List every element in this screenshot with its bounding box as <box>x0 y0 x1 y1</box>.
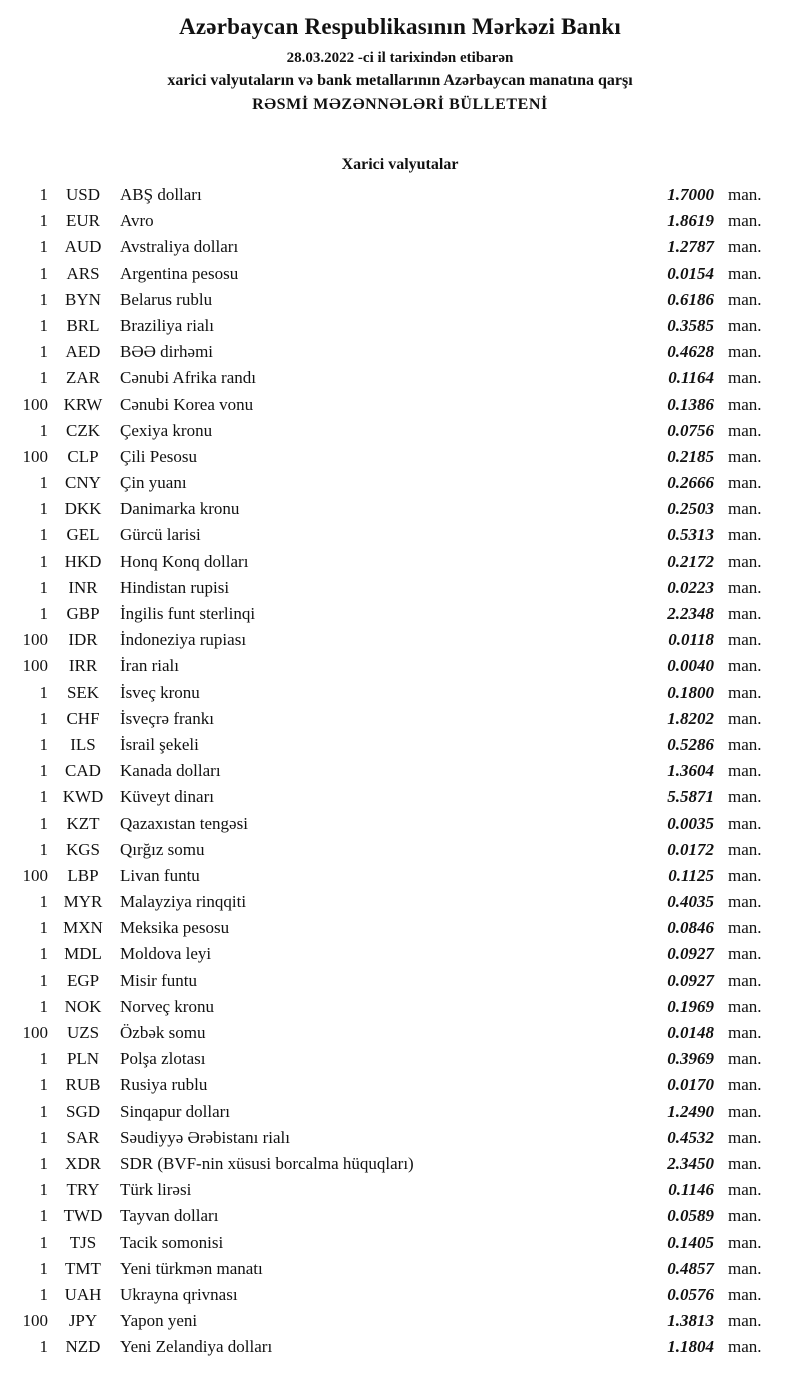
rate-row <box>14 758 800 784</box>
quantity: 1 <box>39 473 48 493</box>
currency-name: Türk lirəsi <box>120 1180 192 1200</box>
rate-row <box>14 837 800 863</box>
currency-code: MXN <box>63 918 103 938</box>
section-title-foreign-currencies: Xarici valyutalar <box>341 156 459 173</box>
rate-value: 0.0118 <box>668 630 714 650</box>
rate-row <box>14 1256 800 1282</box>
rate-row <box>14 627 800 653</box>
unit-label: man. <box>728 368 762 388</box>
currency-name: Çexiya kronu <box>120 420 213 440</box>
unit-label: man. <box>728 682 762 702</box>
unit-label: man. <box>728 1284 762 1304</box>
quantity: 100 <box>22 446 48 466</box>
rate-row <box>14 208 800 234</box>
currency-code: USD <box>65 185 100 204</box>
currency-name: Rusiya rublu <box>120 1075 208 1095</box>
rate-value: 2.3450 <box>667 1153 714 1173</box>
currency-name: İngilis funt sterlinqi <box>120 604 256 623</box>
unit-label: man. <box>728 892 762 912</box>
currency-code: GBP <box>66 604 100 623</box>
rate-value: 0.6186 <box>667 289 714 309</box>
quantity: 1 <box>39 185 48 204</box>
rate-row <box>14 182 800 208</box>
currency-name: Tayvan dolları <box>120 1206 219 1226</box>
rate-value: 0.2666 <box>667 473 714 493</box>
currency-name: Hindistan rupisi <box>120 577 230 597</box>
rate-row <box>14 994 800 1020</box>
currency-code: GEL <box>66 525 100 545</box>
rate-row <box>14 1177 800 1203</box>
rate-row <box>14 1099 800 1125</box>
currency-code: KRW <box>63 394 103 414</box>
quantity: 100 <box>22 865 48 885</box>
rate-value: 0.0927 <box>667 944 714 964</box>
rate-value: 0.1800 <box>667 682 714 702</box>
bulletin-header <box>0 14 800 114</box>
quantity: 1 <box>39 499 48 519</box>
quantity: 1 <box>39 1284 48 1304</box>
currency-code: AUD <box>64 237 102 257</box>
rate-row <box>14 313 800 339</box>
quantity: 1 <box>39 1232 48 1252</box>
rate-row <box>14 915 800 941</box>
currency-code: BYN <box>65 289 101 309</box>
rate-value: 0.4532 <box>667 1127 714 1147</box>
rate-row <box>14 941 800 967</box>
unit-label: man. <box>728 394 762 414</box>
quantity: 1 <box>39 1075 48 1095</box>
currency-code: MDL <box>64 944 102 964</box>
rate-row <box>14 706 800 732</box>
unit-label: man. <box>728 1180 762 1200</box>
currency-name: Polşa zlotası <box>120 1049 206 1069</box>
currency-name: Çili Pesosu <box>120 446 197 466</box>
rate-row <box>14 496 800 522</box>
rate-value: 0.3585 <box>667 315 714 335</box>
unit-label: man. <box>728 865 762 885</box>
quantity: 1 <box>39 944 48 964</box>
unit-label: man. <box>728 708 762 728</box>
unit-label: man. <box>728 734 762 754</box>
rate-row <box>14 1334 800 1360</box>
currency-name: Avstraliya dolları <box>120 237 239 257</box>
unit-label: man. <box>728 1206 762 1226</box>
currency-name: Belarus rublu <box>120 289 213 309</box>
currency-name: ABŞ dolları <box>120 185 202 204</box>
currency-name: BƏƏ dirhəmi <box>120 342 214 362</box>
quantity: 1 <box>39 1049 48 1069</box>
quantity: 1 <box>39 1337 48 1357</box>
rate-value: 0.0927 <box>667 970 714 990</box>
currency-code: NOK <box>64 996 102 1016</box>
rate-value: 1.3604 <box>667 761 714 781</box>
unit-label: man. <box>728 944 762 964</box>
quantity: 1 <box>39 892 48 912</box>
quantity: 1 <box>39 734 48 754</box>
currency-code: LBP <box>67 865 99 885</box>
rate-row <box>14 784 800 810</box>
currency-name: Argentina pesosu <box>120 263 239 283</box>
rate-value: 0.1405 <box>667 1232 714 1252</box>
rate-row <box>14 470 800 496</box>
currency-code: JPY <box>68 1311 98 1331</box>
currency-code: INR <box>68 577 98 597</box>
currency-code: MYR <box>63 892 103 912</box>
currency-code: RUB <box>65 1075 101 1095</box>
currency-code: SGD <box>65 1101 100 1121</box>
rate-value: 2.2348 <box>667 604 714 623</box>
unit-label: man. <box>728 1075 762 1095</box>
page-title: Azərbaycan Respublikasının Mərkəzi Bankı <box>179 14 621 39</box>
rate-value: 0.4628 <box>667 342 714 362</box>
currency-code: ZAR <box>66 368 100 388</box>
quantity: 1 <box>39 1258 48 1278</box>
currency-code: CHF <box>66 708 100 728</box>
currency-code: UZS <box>66 1023 100 1042</box>
rate-value: 1.8202 <box>667 708 714 728</box>
currency-code: TRY <box>66 1180 100 1200</box>
unit-label: man. <box>728 996 762 1016</box>
currency-name: Cənubi Afrika randı <box>120 368 256 388</box>
unit-label: man. <box>728 1311 762 1331</box>
rate-value: 1.1804 <box>667 1337 714 1357</box>
quantity: 1 <box>39 787 48 807</box>
rate-value: 0.0223 <box>667 577 714 597</box>
unit-label: man. <box>728 918 762 938</box>
unit-label: man. <box>728 263 762 283</box>
quantity: 1 <box>39 263 48 283</box>
currency-name: Braziliya rialı <box>120 315 214 335</box>
currency-name: Norveç kronu <box>120 996 214 1016</box>
unit-label: man. <box>728 839 762 859</box>
rate-row <box>14 522 800 548</box>
rate-row <box>14 811 800 837</box>
rate-value: 0.2172 <box>667 551 714 571</box>
quantity: 1 <box>39 1206 48 1226</box>
currency-code: EGP <box>66 970 100 990</box>
currency-name: Ukrayna qrivnası <box>120 1284 238 1304</box>
quantity: 100 <box>22 1311 48 1331</box>
currency-name: Cənubi Korea vonu <box>120 394 254 414</box>
rate-value: 0.0035 <box>667 813 714 833</box>
quantity: 100 <box>22 394 48 414</box>
unit-label: man. <box>728 185 762 204</box>
quantity: 1 <box>39 1101 48 1121</box>
rate-row <box>14 261 800 287</box>
unit-label: man. <box>728 473 762 493</box>
rate-row <box>14 1203 800 1229</box>
currency-code: KGS <box>65 839 100 859</box>
unit-label: man. <box>728 237 762 257</box>
currency-code: CLP <box>67 446 99 466</box>
quantity: 1 <box>39 970 48 990</box>
effective-date-line: 28.03.2022 -ci il tarixindən etibarən <box>286 50 514 66</box>
quantity: 1 <box>39 708 48 728</box>
quantity: 1 <box>39 1153 48 1173</box>
currency-name: İsveçrə frankı <box>120 708 214 728</box>
rates-table <box>0 182 800 1360</box>
currency-code: TMT <box>65 1258 101 1278</box>
rate-value: 0.0170 <box>667 1075 714 1095</box>
currency-name: Yapon yeni <box>120 1311 198 1331</box>
unit-label: man. <box>728 577 762 597</box>
currency-name: Tacik somonisi <box>120 1232 224 1252</box>
unit-label: man. <box>728 342 762 362</box>
quantity: 1 <box>39 813 48 833</box>
rate-value: 0.3969 <box>667 1049 714 1069</box>
quantity: 1 <box>39 551 48 571</box>
currency-name: Qırğız somu <box>120 839 205 859</box>
rate-row <box>14 968 800 994</box>
unit-label: man. <box>728 1101 762 1121</box>
unit-label: man. <box>728 420 762 440</box>
rate-row <box>14 339 800 365</box>
rate-value: 0.1969 <box>667 996 714 1016</box>
rate-value: 1.2490 <box>667 1101 714 1121</box>
rate-row <box>14 1046 800 1072</box>
quantity: 1 <box>39 368 48 388</box>
quantity: 1 <box>39 577 48 597</box>
currency-name: Kanada dolları <box>120 761 221 781</box>
rate-row <box>14 601 800 627</box>
rate-row <box>14 1308 800 1334</box>
unit-label: man. <box>728 787 762 807</box>
rate-row <box>14 1125 800 1151</box>
currency-name: İsveç kronu <box>120 682 200 702</box>
rate-value: 1.8619 <box>667 211 714 231</box>
rate-value: 1.3813 <box>667 1311 714 1331</box>
quantity: 1 <box>39 1127 48 1147</box>
unit-label: man. <box>728 315 762 335</box>
currency-name: Gürcü larisi <box>120 525 201 545</box>
currency-name: Özbək somu <box>120 1023 206 1042</box>
quantity: 1 <box>39 342 48 362</box>
currency-name: Yeni türkmən manatı <box>120 1258 263 1278</box>
rate-value: 0.4857 <box>667 1258 714 1278</box>
rate-row <box>14 889 800 915</box>
rate-row <box>14 680 800 706</box>
rate-value: 1.7000 <box>667 185 714 204</box>
rate-value: 0.2503 <box>667 499 714 519</box>
currency-name: Avro <box>120 211 154 231</box>
rate-value: 0.0172 <box>667 839 714 859</box>
currency-name: Küveyt dinarı <box>120 787 214 807</box>
rate-row <box>14 287 800 313</box>
rate-value: 0.1386 <box>667 394 714 414</box>
currency-code: AED <box>65 342 101 362</box>
rate-value: 0.0148 <box>667 1023 714 1042</box>
rate-row <box>14 653 800 679</box>
rate-row <box>14 575 800 601</box>
unit-label: man. <box>728 761 762 781</box>
currency-code: HKD <box>64 551 102 571</box>
currency-name: Honq Konq dolları <box>120 551 249 571</box>
bulletin-subtitle: xarici valyutaların və bank metallarının Azərbaycan manatına qarşı <box>167 72 633 89</box>
unit-label: man. <box>728 1049 762 1069</box>
currency-code: ARS <box>66 263 100 283</box>
unit-label: man. <box>728 446 762 466</box>
quantity: 1 <box>39 1180 48 1200</box>
rate-value: 5.5871 <box>667 787 714 807</box>
quantity: 1 <box>39 211 48 231</box>
unit-label: man. <box>728 525 762 545</box>
currency-code: SEK <box>66 682 100 702</box>
rate-value: 0.0846 <box>667 918 714 938</box>
currency-name: İsrail şekeli <box>120 734 199 754</box>
unit-label: man. <box>728 1023 762 1042</box>
unit-label: man. <box>728 656 762 676</box>
currency-name: Danimarka kronu <box>120 499 240 519</box>
rate-value: 0.0040 <box>667 656 714 676</box>
rate-row <box>14 732 800 758</box>
quantity: 1 <box>39 682 48 702</box>
currency-code: UAH <box>64 1284 102 1304</box>
quantity: 1 <box>39 839 48 859</box>
unit-label: man. <box>728 970 762 990</box>
currency-code: EUR <box>66 211 100 231</box>
currency-name: SDR (BVF-nin xüsusi borcalma hüquqları) <box>120 1153 414 1173</box>
currency-code: IDR <box>68 630 98 650</box>
rate-value: 0.5286 <box>667 734 714 754</box>
rate-value: 0.0154 <box>667 263 714 283</box>
rate-value: 0.0589 <box>667 1206 714 1226</box>
unit-label: man. <box>728 604 762 623</box>
rate-row <box>14 549 800 575</box>
currency-name: Qazaxıstan tengəsi <box>120 813 248 833</box>
rate-value: 1.2787 <box>667 237 714 257</box>
rate-row <box>14 1072 800 1098</box>
currency-name: Moldova leyi <box>120 944 212 964</box>
quantity: 100 <box>22 656 48 676</box>
rate-value: 0.1146 <box>668 1180 714 1200</box>
rate-row <box>14 863 800 889</box>
rate-row <box>14 418 800 444</box>
currency-code: ILS <box>70 734 96 754</box>
unit-label: man. <box>728 1337 762 1357</box>
currency-code: TJS <box>69 1232 97 1252</box>
currency-name: Sinqapur dolları <box>120 1101 231 1121</box>
currency-code: CNY <box>65 473 101 493</box>
quantity: 1 <box>39 289 48 309</box>
currency-name: Səudiyyə Ərəbistanı rialı <box>120 1127 290 1147</box>
rate-value: 0.1164 <box>668 368 714 388</box>
quantity: 100 <box>22 1023 48 1042</box>
rate-value: 0.2185 <box>667 446 714 466</box>
quantity: 100 <box>22 630 48 650</box>
quantity: 1 <box>39 237 48 257</box>
currency-code: KZT <box>66 813 100 833</box>
bulletin-title: RƏSMİ MƏZƏNNƏLƏRİ BÜLLETENİ <box>252 96 548 113</box>
rate-value: 0.4035 <box>667 892 714 912</box>
rate-row <box>14 392 800 418</box>
rate-row <box>14 1151 800 1177</box>
currency-code: IRR <box>68 656 98 676</box>
currency-code: CZK <box>66 420 100 440</box>
currency-name: Malayziya rinqqiti <box>120 892 247 912</box>
unit-label: man. <box>728 551 762 571</box>
currency-name: İran rialı <box>120 656 179 676</box>
currency-code: BRL <box>66 315 100 335</box>
currency-name: İndoneziya rupiası <box>120 630 247 650</box>
currency-name: Çin yuanı <box>120 473 187 493</box>
currency-code: CAD <box>65 761 101 781</box>
rate-row <box>14 1020 800 1046</box>
rate-value: 0.0756 <box>667 420 714 440</box>
rate-row <box>14 1282 800 1308</box>
rate-row <box>14 365 800 391</box>
unit-label: man. <box>728 1232 762 1252</box>
rate-value: 0.1125 <box>668 865 714 885</box>
unit-label: man. <box>728 1258 762 1278</box>
rate-row <box>14 234 800 260</box>
quantity: 1 <box>39 604 48 623</box>
rate-row <box>14 444 800 470</box>
currency-name: Misir funtu <box>120 970 197 990</box>
unit-label: man. <box>728 499 762 519</box>
quantity: 1 <box>39 996 48 1016</box>
quantity: 1 <box>39 525 48 545</box>
currency-name: Yeni Zelandiya dolları <box>120 1337 273 1357</box>
unit-label: man. <box>728 289 762 309</box>
unit-label: man. <box>728 813 762 833</box>
unit-label: man. <box>728 1153 762 1173</box>
quantity: 1 <box>39 918 48 938</box>
quantity: 1 <box>39 420 48 440</box>
currency-code: XDR <box>65 1153 101 1173</box>
currency-name: Livan funtu <box>120 865 200 885</box>
rate-row <box>14 1230 800 1256</box>
currency-code: TWD <box>63 1206 103 1226</box>
quantity: 1 <box>39 761 48 781</box>
currency-code: PLN <box>66 1049 100 1069</box>
rate-value: 0.5313 <box>667 525 714 545</box>
unit-label: man. <box>728 211 762 231</box>
currency-code: KWD <box>62 787 104 807</box>
currency-code: DKK <box>64 499 102 519</box>
currency-name: Meksika pesosu <box>120 918 230 938</box>
currency-code: NZD <box>65 1337 101 1357</box>
currency-code: SAR <box>66 1127 100 1147</box>
unit-label: man. <box>728 1127 762 1147</box>
rate-value: 0.0576 <box>667 1284 714 1304</box>
unit-label: man. <box>728 630 762 650</box>
quantity: 1 <box>39 315 48 335</box>
